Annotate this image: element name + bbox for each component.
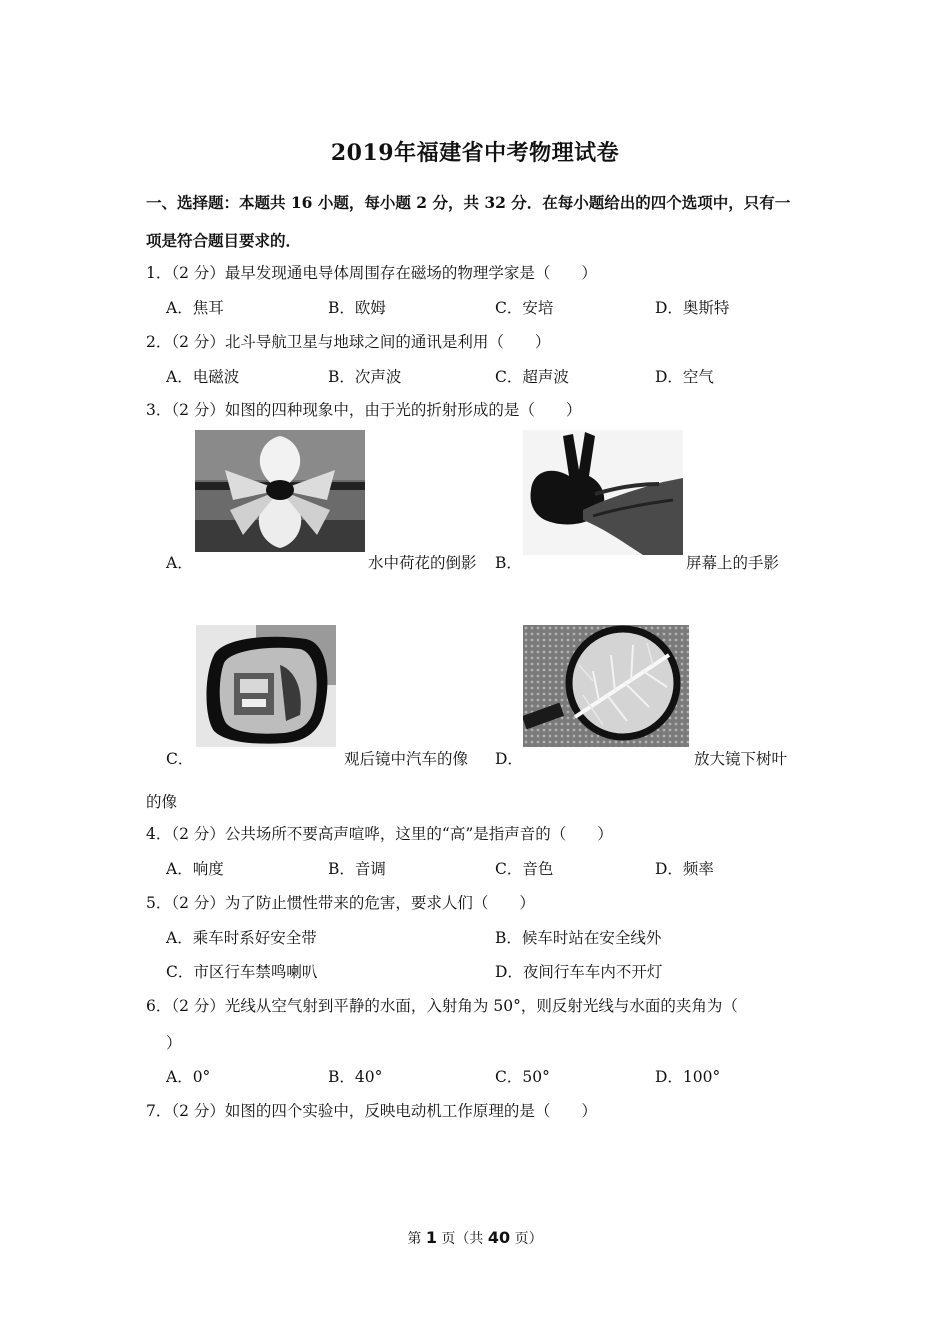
question-6-stem-continued: ） (166, 1034, 182, 1052)
q3-figure-b-caption: 屏幕上的手影 (686, 554, 780, 572)
q3-figure-d-caption: 放大镜下树叶 (694, 750, 788, 768)
q3-figure-c-caption: 观后镜中汽车的像 (344, 750, 469, 768)
question-2-stem: 2．（2 分）北斗导航卫星与地球之间的通讯是利用（ ） (146, 333, 551, 351)
q6-option-a: A．0° (166, 1068, 211, 1086)
q4-option-a: A．响度 (166, 860, 224, 878)
q5-option-d: D．夜间行车车内不开灯 (495, 963, 663, 981)
q1-option-d: D．奥斯特 (655, 299, 730, 317)
page-title: 2019年福建省中考物理试卷 (330, 140, 620, 166)
section-heading-line1: 一、选择题：本题共 16 小题，每小题 2 分，共 32 分．在每小题给出的四个选项中，只有一 (146, 193, 791, 212)
hand-shadow-image (523, 430, 683, 555)
q4-option-b: B．音调 (328, 860, 386, 878)
magnifier-leaf-image (523, 625, 689, 747)
question-6-stem: 6．（2 分）光线从空气射到平静的水面，入射角为 50°，则反射光线与水面的夹角为（ (146, 997, 738, 1015)
q2-option-a: A．电磁波 (166, 368, 240, 386)
total-pages: 40 (487, 1228, 511, 1247)
question-7-stem: 7．（2 分）如图的四个实验中，反映电动机工作原理的是（ ） (146, 1102, 597, 1120)
q4-option-c: C．音色 (495, 860, 554, 878)
q5-option-b: B．候车时站在安全线外 (495, 929, 662, 947)
q2-option-c: C．超声波 (495, 368, 569, 386)
rearview-mirror-image (196, 625, 336, 747)
q1-option-c: C．安培 (495, 299, 554, 317)
q3-figure-c-label: C． (166, 750, 194, 768)
question-5-stem: 5．（2 分）为了防止惯性带来的危害，要求人们（ ） (146, 894, 535, 912)
lotus-reflection-image (195, 430, 365, 552)
q1-option-b: B．欧姆 (328, 299, 386, 317)
question-3-stem: 3．（2 分）如图的四种现象中，由于光的折射形成的是（ ） (146, 401, 582, 419)
page-number: 1 (425, 1228, 437, 1247)
q5-option-a: A．乘车时系好安全带 (166, 929, 317, 947)
q6-option-b: B．40° (328, 1068, 383, 1086)
question-1-stem: 1．（2 分）最早发现通电导体周围存在磁场的物理学家是（ ） (146, 264, 597, 282)
page-footer: 第 1 页（共 40 页） (407, 1228, 543, 1247)
question-4-stem: 4．（2 分）公共场所不要高声喧哗，这里的“高”是指声音的（ ） (146, 825, 613, 843)
q3-figure-a-caption: 水中荷花的倒影 (368, 554, 477, 572)
q3-figure-d-label: D． (495, 750, 523, 768)
q5-option-c: C．市区行车禁鸣喇叭 (166, 963, 318, 981)
q3-figure-d-caption-continued: 的像 (146, 793, 178, 811)
section-heading-line2: 项是符合题目要求的． (146, 231, 302, 250)
q2-option-d: D．空气 (655, 368, 714, 386)
q6-option-d: D．100° (655, 1068, 721, 1086)
q3-figure-b-label: B． (495, 554, 522, 572)
q6-option-c: C．50° (495, 1068, 550, 1086)
q4-option-d: D．频率 (655, 860, 714, 878)
q3-figure-a-label: A． (166, 554, 193, 572)
q2-option-b: B．次声波 (328, 368, 402, 386)
q1-option-a: A．焦耳 (166, 299, 224, 317)
